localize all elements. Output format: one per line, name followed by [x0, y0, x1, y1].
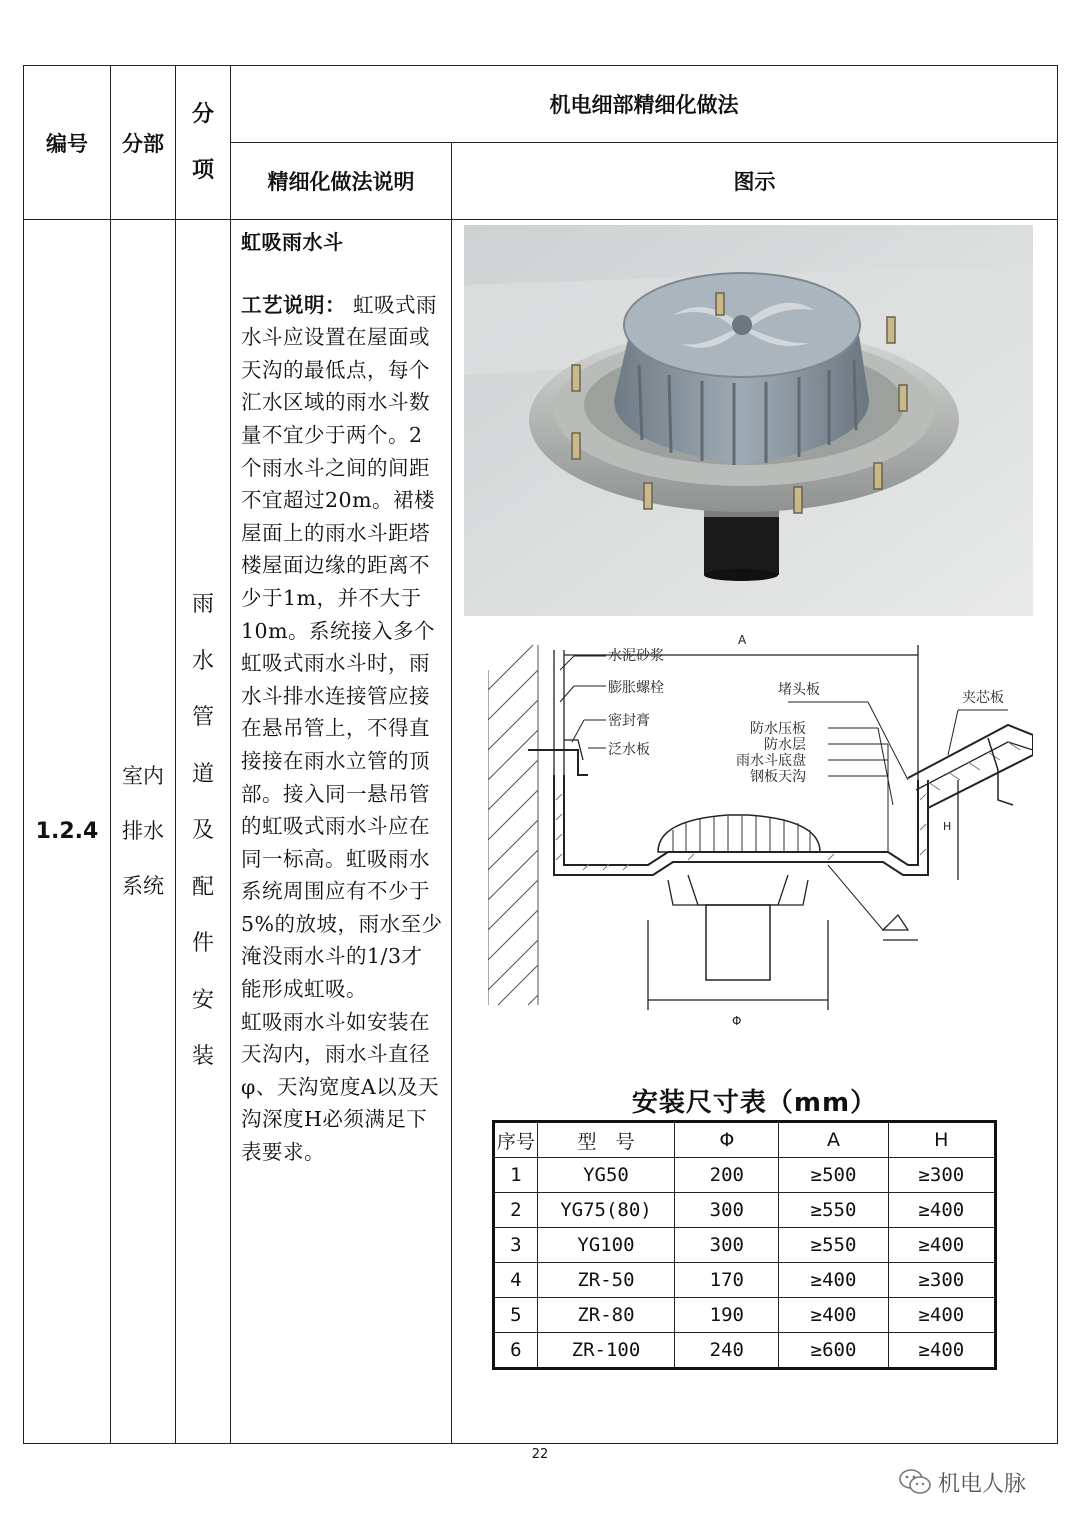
table-cell: ≥400 [888, 1298, 995, 1333]
table-cell: 300 [675, 1193, 779, 1228]
header-subitem [176, 66, 231, 220]
install-dimensions-table [492, 1120, 997, 1370]
header-division: 分部 [111, 66, 176, 220]
label-expansion-bolt: 膨胀螺栓 [608, 680, 664, 696]
table-cell: YG50 [537, 1158, 674, 1193]
dims-header-row [494, 1122, 996, 1158]
table-cell: ≥400 [888, 1228, 995, 1263]
dims-header-cell: Φ [675, 1122, 779, 1158]
subitem-char: 雨 [191, 592, 214, 618]
table-row [494, 1333, 996, 1369]
label-flashing: 泛水板 [608, 742, 650, 758]
table-cell: ≥400 [779, 1298, 888, 1333]
header-subitem-char: 项 [191, 157, 214, 183]
header-number: 编号 [24, 66, 111, 220]
label-cement-mortar: 水泥砂浆 [608, 648, 664, 664]
table-cell: ≥400 [779, 1263, 888, 1298]
table-cell: 6 [494, 1333, 538, 1369]
table-cell: 190 [675, 1298, 779, 1333]
label-end-plate: 堵头板 [778, 682, 820, 698]
label-waterproof-layer: 防水层 [764, 737, 806, 753]
table-row [494, 1298, 996, 1333]
svg-text:H: H [943, 820, 952, 833]
dim-a-label: A [738, 633, 747, 647]
table-cell: ≥550 [779, 1193, 888, 1228]
dims-header-cell: 序号 [494, 1122, 538, 1158]
header-subitem-char: 分 [191, 101, 214, 127]
table-cell: ZR-100 [537, 1333, 674, 1369]
subitem-char: 安 [191, 987, 214, 1013]
division-line: 排水 [122, 819, 164, 843]
header-group-title: 机电细部精细化做法 [231, 66, 1058, 143]
page-number: 22 [531, 1447, 549, 1462]
description-cell [231, 220, 452, 1444]
spec-table [23, 65, 1058, 1444]
watermark [898, 1460, 1058, 1504]
header-figure: 图示 [452, 143, 1058, 220]
table-cell: 2 [494, 1193, 538, 1228]
table-cell: ZR-50 [537, 1263, 674, 1298]
table-cell: 200 [675, 1158, 779, 1193]
dim-phi-label: Φ [732, 1014, 742, 1028]
wechat-icon [898, 1467, 932, 1497]
description-text-2: 虹吸雨水斗如安装在天沟内，雨水斗直径φ、天沟宽度A以及天沟深度H必须满足下表要求。 [241, 1009, 440, 1165]
table-cell: 5 [494, 1298, 538, 1333]
row-number: 1.2.4 [24, 220, 111, 1444]
table-cell: ≥550 [779, 1228, 888, 1263]
label-drain-base: 雨水斗底盘 [736, 753, 806, 769]
subitem-char: 配 [191, 874, 214, 900]
table-cell: YG100 [537, 1228, 674, 1263]
table-cell: ≥300 [888, 1263, 995, 1298]
subitem-char: 水 [191, 648, 214, 674]
label-waterproof-clamp: 防水压板 [750, 721, 806, 737]
dims-header-cell: A [779, 1122, 888, 1158]
description-title: 虹吸雨水斗 [241, 230, 344, 254]
row-subitem [176, 220, 231, 1444]
dims-header-cell: H [888, 1122, 995, 1158]
siphonic-drain-photo [464, 225, 1033, 616]
table-cell: ≥600 [779, 1333, 888, 1369]
subitem-char: 件 [191, 931, 214, 957]
table-row [494, 1193, 996, 1228]
dims-table-title: 安装尺寸表（mm） [631, 1088, 878, 1118]
table-cell: 4 [494, 1263, 538, 1298]
table-cell: 170 [675, 1263, 779, 1298]
table-row [494, 1228, 996, 1263]
dims-header-cell: 型 号 [537, 1122, 674, 1158]
description-body: 虹吸式雨水斗应设置在屋面或天沟的最低点，每个汇水区域的雨水斗数量不宜少于两个。2个雨水斗之间的间距不宜超过20m。裙楼屋面上的雨水斗距塔楼屋面边缘的距离不少于1m，并不大于10m。系统接入多个虹吸式雨水斗时，雨水斗排水连接管应接在悬吊管上，不得直接接在雨水立管的顶部。接入同一悬吊管的虹吸式雨水斗应在同一标高。虹吸雨水系统周围应有不少于5%的放坡，雨水至少淹没雨水斗的1/3才能形成虹吸。 [241, 292, 443, 1002]
figure-cell [452, 220, 1058, 1444]
label-sealant: 密封膏 [608, 713, 650, 729]
label-steel-gutter: 钢板天沟 [750, 769, 806, 785]
subitem-char: 管 [191, 705, 214, 731]
description-label: 工艺说明： [241, 292, 346, 317]
subitem-char: 装 [191, 1044, 214, 1070]
table-cell: 240 [675, 1333, 779, 1369]
division-line: 系统 [122, 874, 164, 898]
description-text [241, 289, 443, 1006]
table-cell: ≥400 [888, 1193, 995, 1228]
label-sandwich-panel: 夹芯板 [962, 690, 1004, 706]
division-line: 室内 [122, 764, 164, 788]
table-cell: 3 [494, 1228, 538, 1263]
row-division [111, 220, 176, 1444]
table-cell: ≥500 [779, 1158, 888, 1193]
installation-section-diagram [488, 630, 1033, 1050]
subitem-char: 道 [191, 761, 214, 787]
table-row [494, 1158, 996, 1193]
table-cell: ≥300 [888, 1158, 995, 1193]
table-cell: YG75(80) [537, 1193, 674, 1228]
table-row [494, 1263, 996, 1298]
subitem-char: 及 [191, 818, 214, 844]
table-cell: 1 [494, 1158, 538, 1193]
table-cell: ZR-80 [537, 1298, 674, 1333]
header-description: 精细化做法说明 [231, 143, 452, 220]
watermark-text: 机电人脉 [938, 1471, 1027, 1497]
table-cell: 300 [675, 1228, 779, 1263]
table-cell: ≥400 [888, 1333, 995, 1369]
